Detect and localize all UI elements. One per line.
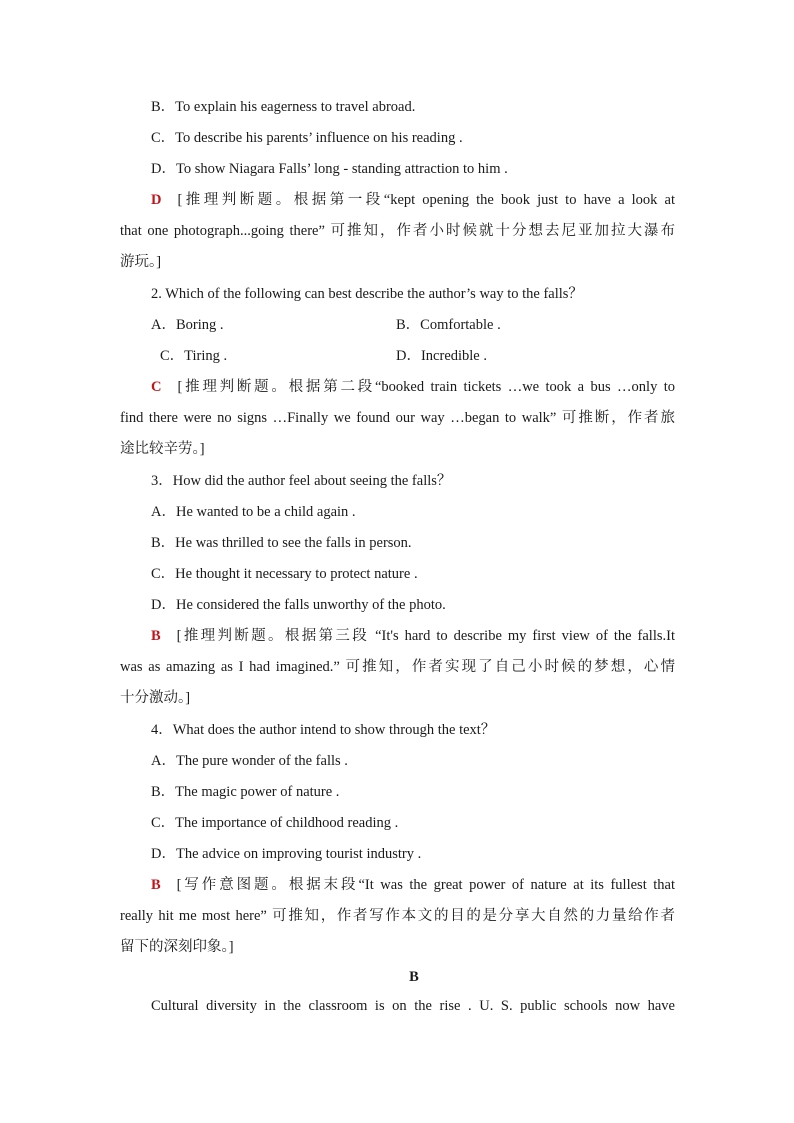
q4-answer-line2: really hit me most here” 可推知，作者写作本文的目的是分享大自然的力量给作者	[120, 908, 675, 924]
section-b-paragraph-line1: Cultural diversity in the classroom is on the rise . U. S. public schools now have	[151, 998, 675, 1014]
q2-answer-line3: 途比较辛劳。]	[120, 441, 205, 457]
q3-option-d: D．He considered the falls unworthy of the photo.	[151, 597, 446, 613]
q3-answer-line2: was as amazing as I had imagined.” 可推知，作者实现了自己小时候的梦想，心情	[120, 659, 675, 675]
q2-option-c: C．Tiring .	[160, 348, 228, 364]
q1-answer-line1	[151, 190, 675, 210]
q2-option-d: D．Incredible .	[396, 348, 487, 364]
q3-answer-line1	[151, 626, 675, 646]
q4-answer-line3: 留下的深刻印象。]	[120, 939, 234, 955]
q2-answer-line1	[151, 377, 675, 397]
q1-option-c: C．To describe his parents’ influence on his reading .	[151, 130, 463, 146]
q3-answer-letter: B	[151, 628, 161, 644]
q4-answer-letter: B	[151, 877, 161, 893]
q2-option-b: B．Comfortable .	[396, 317, 501, 333]
q4-option-c: C．The importance of childhood reading .	[151, 815, 399, 831]
q4-option-d: D．The advice on improving tourist industry .	[151, 846, 422, 862]
q1-answer-letter: D	[151, 192, 162, 208]
q1-answer-line2: that one photograph...going there” 可推知，作者小时候就十分想去尼亚加拉大瀑布	[120, 223, 675, 239]
q2-answer-text1: [推理判断题。根据第二段“booked train tickets …we took a bus …only to	[177, 379, 675, 395]
q3-option-b: B．He was thrilled to see the falls in person.	[151, 535, 412, 551]
q2-question: 2. Which of the following can best describe the author’s way to the falls？	[151, 286, 583, 302]
q1-option-d: D．To show Niagara Falls’ long - standing attraction to him .	[151, 161, 508, 177]
section-b-heading: B	[409, 969, 419, 985]
q3-option-c: C．He thought it necessary to protect nature .	[151, 566, 418, 582]
q4-option-b: B．The magic power of nature .	[151, 784, 340, 800]
q4-answer-line1	[151, 875, 675, 895]
q1-answer-text1: [推理判断题。根据第一段“kept opening the book just to have a look at	[177, 192, 675, 208]
q3-question: 3．How did the author feel about seeing the falls？	[151, 473, 452, 489]
q4-option-a: A．The pure wonder of the falls .	[151, 753, 348, 769]
q2-answer-line2: find there were no signs …Finally we found our way …began to walk” 可推断，作者旅	[120, 410, 675, 426]
q2-answer-letter: C	[151, 379, 162, 395]
q1-option-b: B．To explain his eagerness to travel abroad.	[151, 99, 416, 115]
q1-answer-line3: 游玩。]	[120, 254, 162, 270]
q4-answer-text1: [写作意图题。根据末段“It was the great power of nature at its fullest that	[176, 877, 675, 893]
q3-option-a: A．He wanted to be a child again .	[151, 504, 356, 520]
q3-answer-text1: [推理判断题。根据第三段 “It's hard to describe my first view of the falls.It	[176, 628, 675, 644]
q4-question: 4．What does the author intend to show through the text？	[151, 722, 496, 738]
q3-answer-line3: 十分激动。]	[120, 690, 191, 706]
q2-option-a: A．Boring .	[151, 317, 224, 333]
